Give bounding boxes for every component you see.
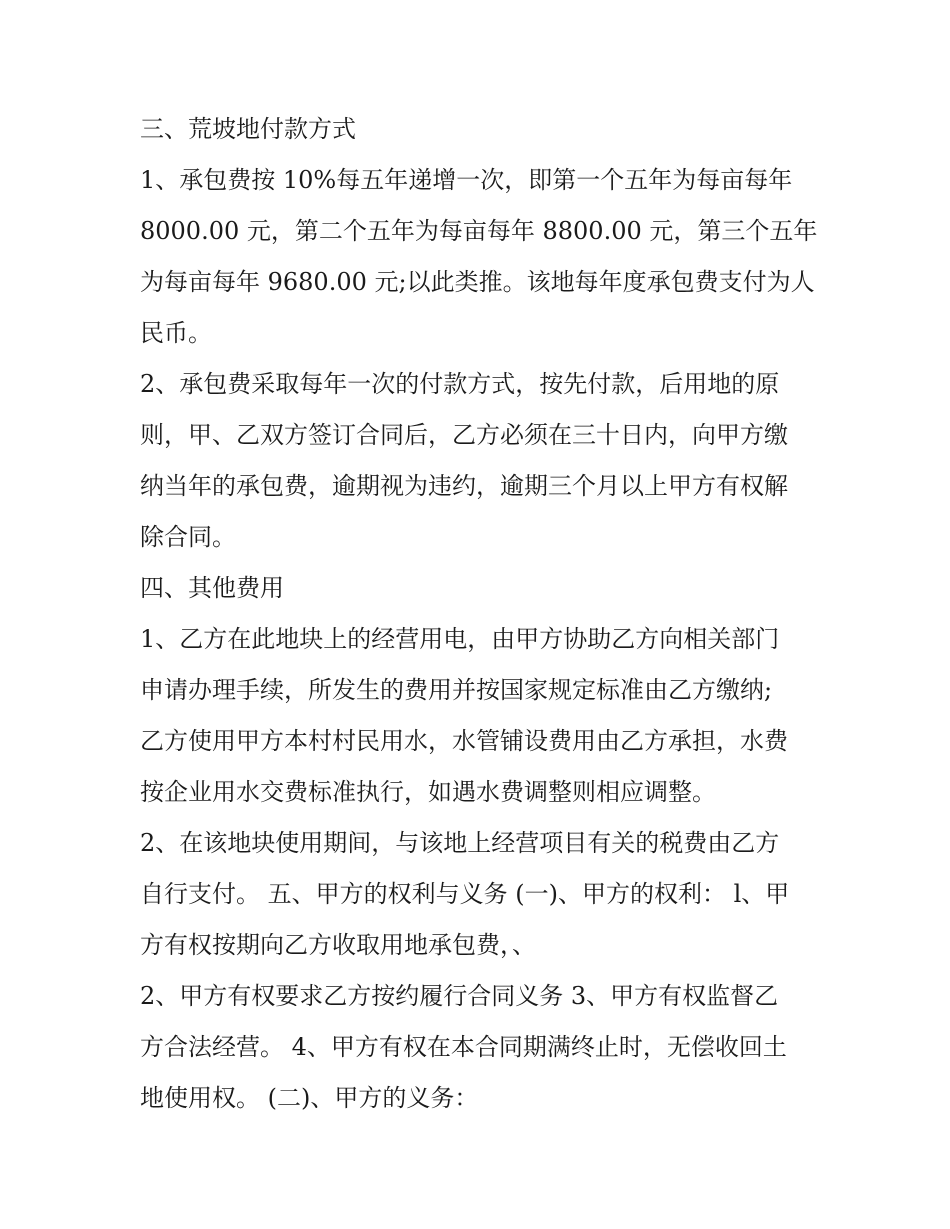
- text-line: 除合同。: [140, 523, 236, 551]
- text-line: 1、承包费按 10%每五年递增一次，即第一个五年为每亩每年: [140, 166, 793, 194]
- text-line: 纳当年的承包费，逾期视为违约，逾期三个月以上甲方有权解: [140, 472, 788, 500]
- text-line: 乙方使用甲方本村村民用水，水管铺设费用由乙方承担，水费: [140, 727, 788, 755]
- text-line: 1、乙方在此地块上的经营用电，由甲方协助乙方向相关部门: [140, 625, 780, 653]
- section-heading-other-fees: 四、其他费用: [140, 574, 284, 602]
- text-line: 方合法经营。 4、甲方有权在本合同期满终止时，无偿收回土: [140, 1033, 787, 1061]
- text-line: 方有权按期向乙方收取用地承包费，、: [140, 931, 536, 959]
- document-page: [140, 104, 820, 1124]
- text-line: 按企业用水交费标准执行，如遇水费调整则相应调整。: [140, 778, 716, 806]
- text-line: 为每亩每年 9680.00 元;以此类推。该地每年度承包费支付为人: [140, 268, 815, 296]
- text-line: 则，甲、乙双方签订合同后，乙方必须在三十日内，向甲方缴: [140, 421, 788, 449]
- text-line: 地使用权。 (二)、甲方的义务：: [140, 1084, 479, 1112]
- text-line: 2、甲方有权要求乙方按约履行合同义务 3、甲方有权监督乙: [140, 982, 779, 1010]
- text-line: 2、承包费采取每年一次的付款方式，按先付款，后用地的原: [140, 370, 780, 398]
- text-line: 2、在该地块使用期间，与该地上经营项目有关的税费由乙方: [140, 829, 780, 857]
- section-heading-payment: 三、荒坡地付款方式: [140, 115, 356, 143]
- text-line: 申请办理手续，所发生的费用并按国家规定标准由乙方缴纳;: [140, 676, 773, 704]
- text-line: 8000.00 元，第二个五年为每亩每年 8800.00 元，第三个五年: [140, 217, 818, 245]
- text-line: 自行支付。 五、甲方的权利与义务 (一)、甲方的权利： l、甲: [140, 880, 790, 908]
- text-line: 民币。: [140, 319, 212, 347]
